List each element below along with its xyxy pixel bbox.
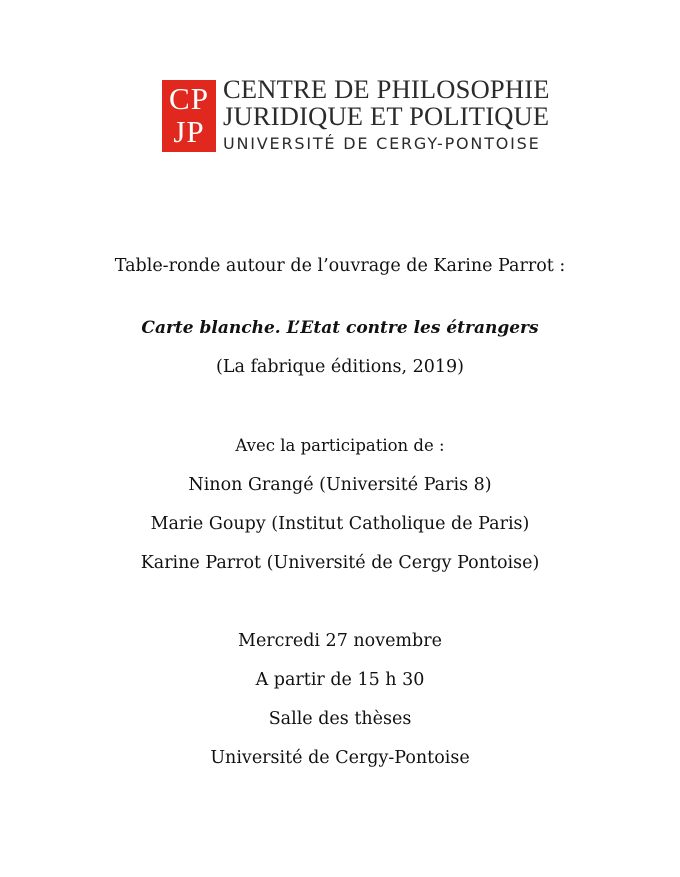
publisher-info: (La fabrique éditions, 2019) bbox=[216, 357, 464, 377]
university-name: UNIVERSITÉ DE CERGY-PONTOISE bbox=[223, 134, 541, 153]
event-venue: Université de Cergy-Pontoise bbox=[210, 748, 470, 768]
centre-name-line-2: JURIDIQUE ET POLITIQUE bbox=[223, 101, 550, 131]
event-date: Mercredi 27 novembre bbox=[238, 631, 442, 651]
logo-letters-bottom: JP bbox=[173, 114, 205, 149]
participation-label: Avec la participation de : bbox=[235, 436, 445, 455]
cpjp-logo bbox=[162, 80, 216, 152]
participant-2: Marie Goupy (Institut Catholique de Paris) bbox=[150, 514, 530, 534]
logo-letters-top: CP bbox=[169, 81, 209, 116]
book-title: Carte blanche. L’Etat contre les étrangers bbox=[141, 318, 539, 338]
event-intro: Table-ronde autour de l’ouvrage de Karine Parrot : bbox=[114, 256, 566, 276]
participant-1: Ninon Grangé (Université Paris 8) bbox=[188, 475, 492, 495]
event-time: A partir de 15 h 30 bbox=[255, 670, 425, 690]
institution-header bbox=[162, 74, 550, 157]
participant-3: Karine Parrot (Université de Cergy Pontoise) bbox=[140, 553, 540, 573]
event-room: Salle des thèses bbox=[268, 709, 412, 729]
centre-name-line-1: CENTRE DE PHILOSOPHIE bbox=[223, 74, 550, 104]
